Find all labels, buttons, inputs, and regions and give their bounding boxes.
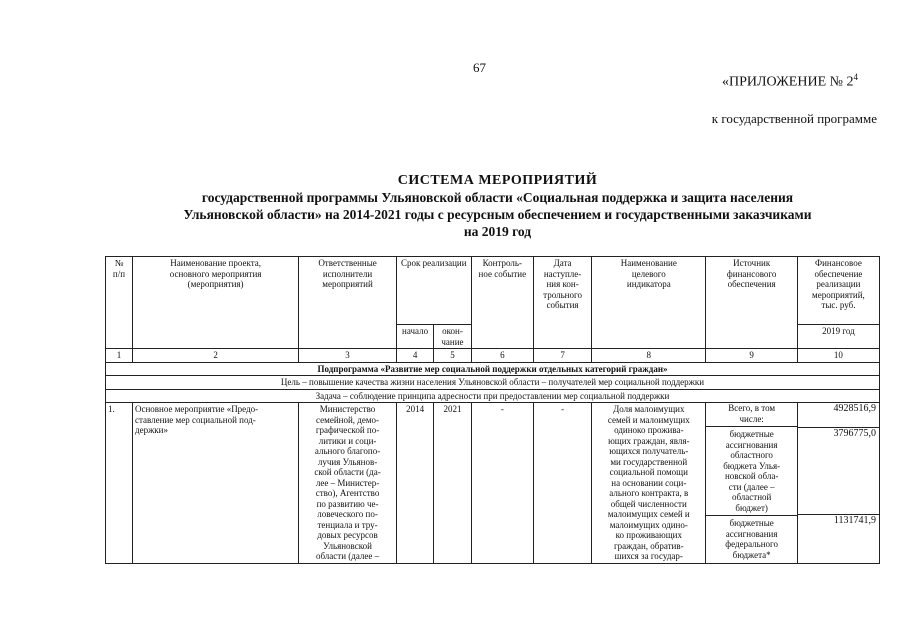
col-number: 4 [396,349,433,363]
row-event-date: - [533,403,591,564]
col-number: 7 [533,349,591,363]
page-number: 67 [473,60,486,75]
appendix-superscript: 4 [853,72,858,82]
source-federal: бюджетные ассигнования федерального бюджета* [725,518,779,560]
header-control-event: Контроль- ное событие [471,257,533,349]
col-number: 9 [706,349,797,363]
table-row [106,403,880,564]
header-source: Источник финансового обеспечения [706,257,797,349]
header-event-date: Дата наступле- ния кон- трольного события [533,257,591,349]
col-number: 6 [471,349,533,363]
col-number: 3 [299,349,397,363]
source-total: Всего, в том числе: [706,403,796,427]
col-number: 1 [106,349,133,363]
row-indicator: Доля малоимущих семей и малоимущих одиноко прожива- ющих граждан, явля- ющихся получатель- ми государственной социальной помощи на основании соци- ального контракта, в общей численности малоимущих семей и малоимущих одино- ко проживающих граждан, обратив- шихся за государ- [592,403,706,564]
header-term: Срок реализации [396,257,471,325]
col-number: 8 [592,349,706,363]
appendix-subtitle: к государственной программе [711,111,877,126]
title-line-4: на 2019 год [463,224,532,239]
title-line-2: государственной программы Ульяновской области «Социальная поддержка и защита населения [201,190,794,205]
measures-table [105,256,880,564]
col-number: 10 [797,349,879,363]
finance-federal: 1131741,9 [833,515,876,526]
header-year: 2019 год [797,325,879,349]
subprogram-row: Подпрограмма «Развитие мер социальной поддержки отдельных категорий граждан» [106,362,880,376]
appendix-text: «ПРИЛОЖЕНИЕ № 2 [722,74,854,90]
header-name: Наименование проекта, основного мероприятия (мероприятия) [133,257,299,349]
header-start: начало [396,325,433,349]
title-line-3: Ульяновской области» на 2014-2021 годы с ресурсным обеспечением и государственными заказчиками [183,207,812,222]
header-executors: Ответственные исполнители мероприятий [299,257,397,349]
row-control-event: - [471,403,533,564]
header-end: окон- чание [434,325,471,349]
header-num: № п/п [106,257,133,349]
source-regional: бюджетные ассигнования областного бюджета Улья- новской обла- сти (далее – областной бюджет) [706,429,796,516]
row-name: Основное мероприятие «Предо- ставление мер социальной под- держки» [133,403,299,564]
appendix-label [722,72,858,91]
header-indicator: Наименование целевого индикатора [592,257,706,349]
row-executors: Министерство семейной, демо- графической по- литики и соци- ального благопо- лучия Ульянов- ской области (да- лее – Министер- ство), Агентство по развитию че- ловеческого по- тенциала и тру- довых ресурсов Ульяновской области (далее – [299,403,397,564]
finance-total: 4928516,9 [798,403,879,428]
goal-row: Цель – повышение качества жизни населения Ульяновской области – получателей мер социальной поддержки [106,376,880,390]
col-number: 5 [434,349,471,363]
task-row: Задача – соблюдение принципа адресности при предоставлении мер социальной поддержки [106,389,880,403]
row-sources [706,403,797,564]
row-num: 1. [106,403,133,564]
row-end: 2021 [434,403,471,564]
row-finance [797,403,879,564]
finance-regional: 3796775,0 [798,428,879,515]
document-title [100,172,895,240]
title-main: СИСТЕМА МЕРОПРИЯТИЙ [397,173,598,188]
header-finance: Финансовое обеспечение реализации мероприятий, тыс. руб. [797,257,879,325]
row-start: 2014 [396,403,433,564]
col-number: 2 [133,349,299,363]
